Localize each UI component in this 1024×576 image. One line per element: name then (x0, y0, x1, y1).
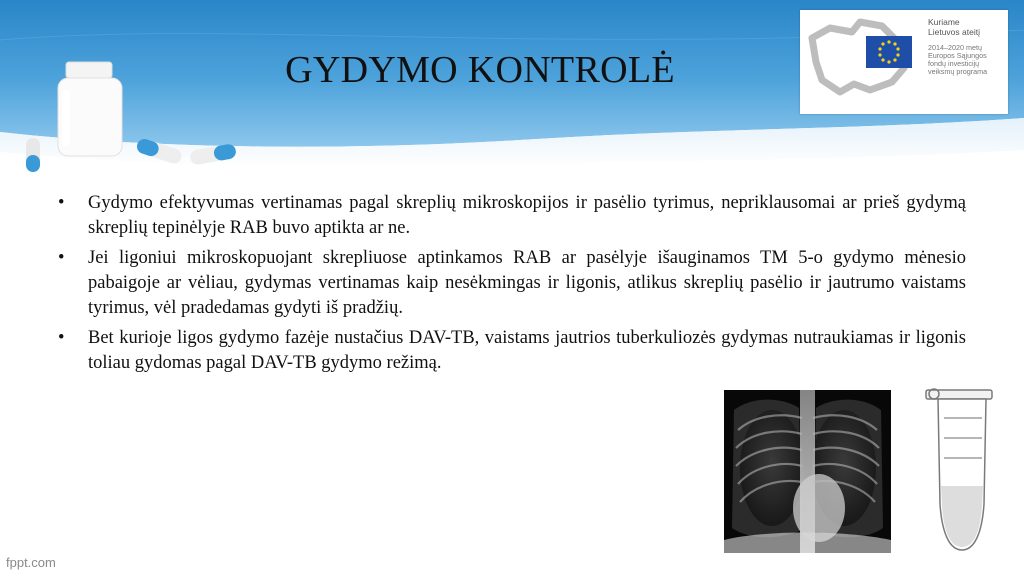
logo-line: fondų investicijų (928, 59, 980, 69)
xray-image (724, 390, 891, 553)
logo-text (928, 18, 1006, 76)
capsule-icon (135, 137, 183, 165)
footer-watermark: fppt.com (6, 555, 56, 570)
bullet-symbol: • (58, 328, 65, 348)
logo-line: veiksmų programa (928, 67, 988, 77)
bullet-text: Bet kurioje ligos gydymo fazėje nustačius DAV-TB, vaistams jautrios tuberkuliozės gydymas nutraukiamas ir ligonis toliau gydomas pagal DAV-TB gydymo režimą. (88, 328, 966, 373)
bullet-item (58, 246, 966, 321)
eu-flag-icon (866, 36, 912, 68)
logo-line: Lietuvos ateitį (928, 26, 980, 37)
bullet-text: Jei ligoniui mikroskopuojant skrepliuose aptinkamos RAB ar pasėlyje išauginamos TM 5-o gydymo mėnesio pabaigoje ar vėliau, gydymas vertinamas kaip nesėkmingas ir ligonis, atlikus skreplių pasėlio ir jautrumo vaistams tyrimus, vėl pradedamas gydyti iš pradžių. (88, 248, 966, 318)
capsule-icon (189, 143, 237, 166)
bullet-item (58, 191, 966, 241)
test-tube-icon (922, 384, 994, 556)
bullet-item (58, 326, 966, 376)
page-title: GYDYMO KONTROLĖ (285, 49, 675, 91)
bullet-text: Gydymo efektyvumas vertinamas pagal skreplių mikroskopijos ir pasėlio tyrimus, nepriklausomai ar prieš gydymą skreplių tepinėlyje RAB buvo aptikta ar ne. (88, 193, 966, 238)
eu-funds-logo (800, 10, 1008, 114)
medicine-bottle-icon (58, 62, 122, 156)
logo-line: 2014–2020 metų (928, 43, 982, 53)
bullet-symbol: • (58, 248, 65, 268)
logo-line: Europos Sąjungos (928, 51, 987, 61)
capsule-icon (26, 138, 40, 172)
bullet-symbol: • (58, 193, 65, 213)
logo-line: Kuriame (928, 17, 960, 27)
bullet-list (58, 191, 966, 381)
